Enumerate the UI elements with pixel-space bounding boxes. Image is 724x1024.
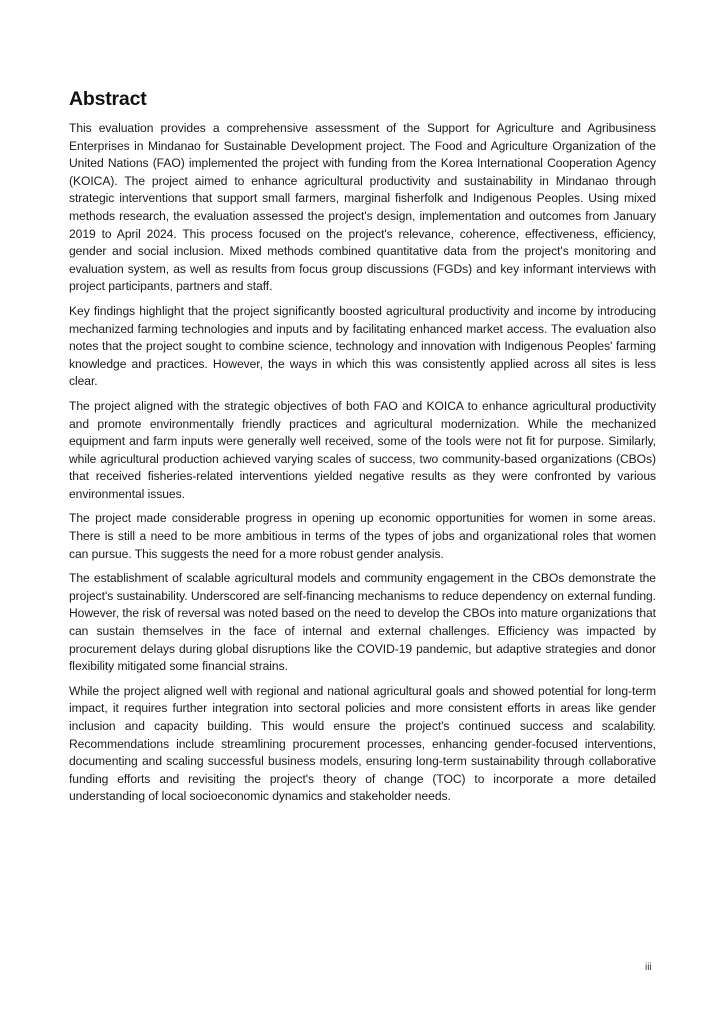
paragraph-sustainability: The establishment of scalable agricultural models and community engagement in the CBOs demonstrate the project's sustainability. Underscored are self-financing mechanisms to reduce dependency on external funding. However, the risk of reversal was noted based on the need to develop the CBOs into mature organizations that can sustain themselves in the face of internal and external challenges. Efficiency was impacted by procurement delays during global disruptions like the COVID-19 pandemic, but adaptive strategies and donor flexibility mitigated some financial strains. — [69, 571, 656, 674]
page-number: iii — [645, 962, 652, 973]
paragraph-key-findings: Key findings highlight that the project significantly boosted agricultural productivity and income by introducing mechanized farming technologies and inputs and by facilitating enhanced market access. The evaluation also notes that the project sought to combine science, technology and innovation with Indigenous Peoples' farming knowledge and practices. However, the ways in which this was consistently applied across all sites is less clear. — [69, 303, 656, 389]
paragraph-recommendations: While the project aligned well with regional and national agricultural goals and showed potential for long-term impact, it requires further integration into sectoral policies and more consistent efforts in areas like gender inclusion and capacity building. This would ensure the project's continued success and scalability. Recommendations include streamlining procurement processes, enhancing gender-focused interventions, documenting and scaling successful business models, ensuring long-term sustainability through collaborative funding efforts and revisiting the project's theory of change (TOC) to incorporate a more detailed understanding of local socioeconomic dynamics and stakeholder needs. — [69, 683, 656, 804]
abstract-section — [69, 88, 656, 813]
paragraph-overview: This evaluation provides a comprehensive assessment of the Support for Agriculture and Agribusiness Enterprises in Mindanao for Sustainable Development project. The Food and Agriculture Organization of the United Nations (FAO) implemented the project with funding from the Korea International Cooperation Agency (KOICA). The project aimed to enhance agricultural productivity and sustainability in Mindanao through strategic interventions that support small farmers, marginal fisherfolk and Indigenous Peoples. Using mixed methods research, the evaluation assessed the project's design, implementation and outcomes from January 2019 to April 2024. This process focused on the project's relevance, coherence, effectiveness, efficiency, gender and social inclusion. Mixed methods combined quantitative data from the project's monitoring and evaluation system, as well as results from focus group discussions (FGDs) and key informant interviews with project participants, partners and staff. — [69, 121, 656, 294]
paragraph-gender: The project made considerable progress in opening up economic opportunities for women in some areas. There is still a need to be more ambitious in terms of the types of jobs and organizational roles that women can pursue. This suggests the need for a more robust gender analysis. — [69, 511, 656, 561]
section-title: Abstract — [69, 88, 147, 110]
paragraph-alignment: The project aligned with the strategic objectives of both FAO and KOICA to enhance agricultural productivity and promote environmentally friendly practices and agricultural modernization. While the mechanized equipment and farm inputs were generally well received, some of the tools were not fit for purpose. Similarly, while agricultural production achieved varying scales of success, two community-based organizations (CBOs) that received fisheries-related interventions yielded negative results as they were confronted by various environmental issues. — [69, 398, 656, 501]
